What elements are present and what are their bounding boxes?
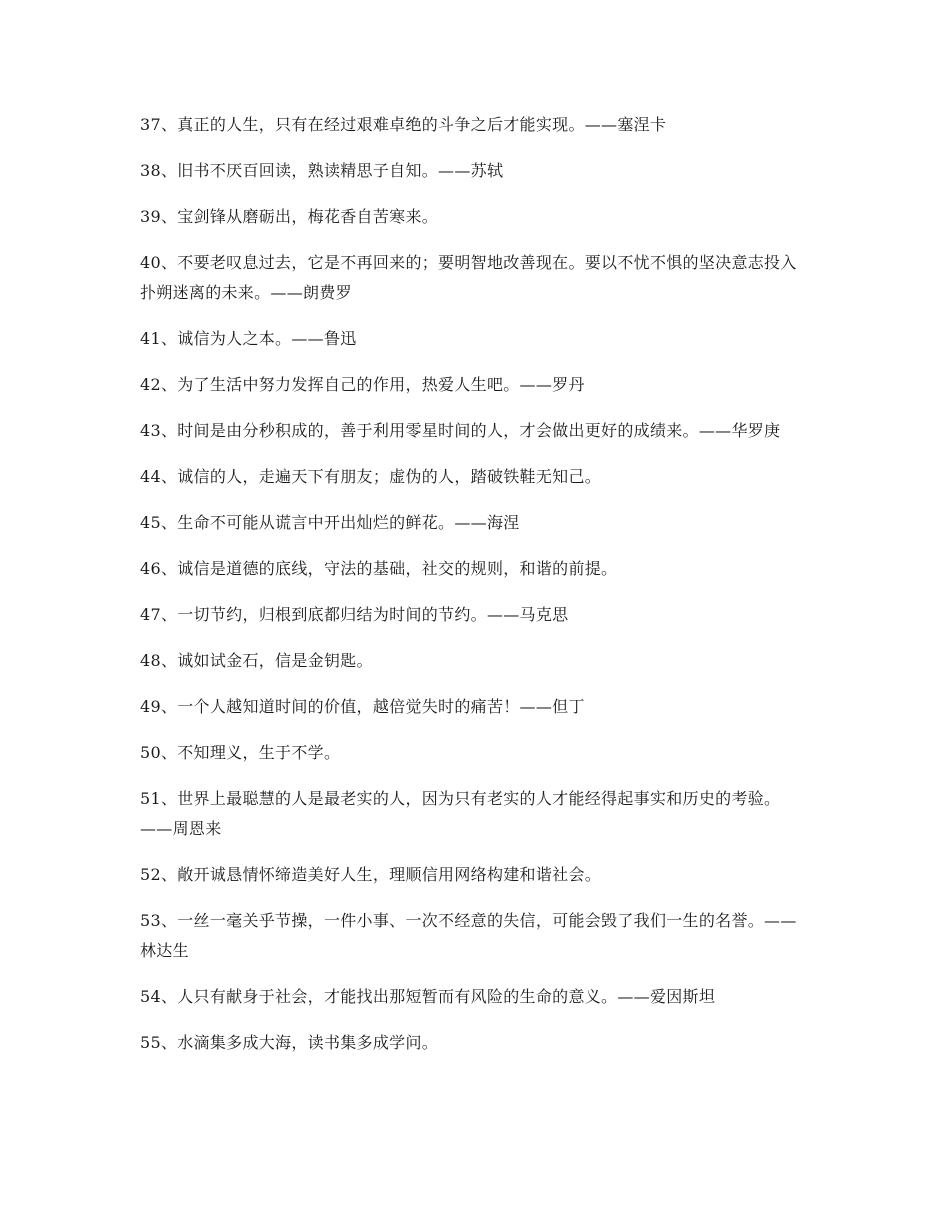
- quote-item: 45、生命不可能从谎言中开出灿烂的鲜花。——海涅: [140, 513, 520, 532]
- quote-item: 37、真正的人生，只有在经过艰难卓绝的斗争之后才能实现。——塞涅卡: [140, 115, 667, 134]
- quote-item: 52、敞开诚恳情怀缔造美好人生，理顺信用网络构建和谐社会。: [140, 865, 602, 884]
- quote-item: 38、旧书不厌百回读，熟读精思子自知。——苏轼: [140, 161, 504, 180]
- quote-item: 54、人只有献身于社会，才能找出那短暂而有风险的生命的意义。——爱因斯坦: [140, 987, 716, 1006]
- quote-item: 40、不要老叹息过去，它是不再回来的；要明智地改善现在。要以不忧不惧的坚决意志投入扑朔迷离的未来。——朗费罗: [140, 253, 797, 302]
- quote-item: 50、不知理义，生于不学。: [140, 743, 341, 762]
- quote-item: 47、一切节约，归根到底都归结为时间的节约。——马克思: [140, 605, 569, 624]
- quote-item: 44、诚信的人，走遍天下有朋友；虚伪的人，踏破铁鞋无知己。: [140, 467, 602, 486]
- quote-list: [140, 110, 812, 1074]
- quote-item: 41、诚信为人之本。——鲁迅: [140, 329, 357, 348]
- quote-item: 48、诚如试金石，信是金钥匙。: [140, 651, 373, 670]
- quote-item: 53、一丝一毫关乎节操，一件小事、一次不经意的失信，可能会毁了我们一生的名誉。——林达生: [140, 911, 797, 960]
- quote-item: 43、时间是由分秒积成的，善于利用零星时间的人，才会做出更好的成绩来。——华罗庚: [140, 421, 781, 440]
- quote-item: 42、为了生活中努力发挥自己的作用，热爱人生吧。——罗丹: [140, 375, 585, 394]
- quote-item: 46、诚信是道德的底线，守法的基础，社交的规则，和谐的前提。: [140, 559, 618, 578]
- quote-item: 49、一个人越知道时间的价值，越倍觉失时的痛苦！——但丁: [140, 697, 585, 716]
- quote-item: 51、世界上最聪慧的人是最老实的人，因为只有老实的人才能经得起事实和历史的考验。——周恩来: [140, 789, 781, 838]
- quote-item: 39、宝剑锋从磨砺出，梅花香自苦寒来。: [140, 207, 439, 226]
- quote-item: 55、水滴集多成大海，读书集多成学问。: [140, 1033, 439, 1052]
